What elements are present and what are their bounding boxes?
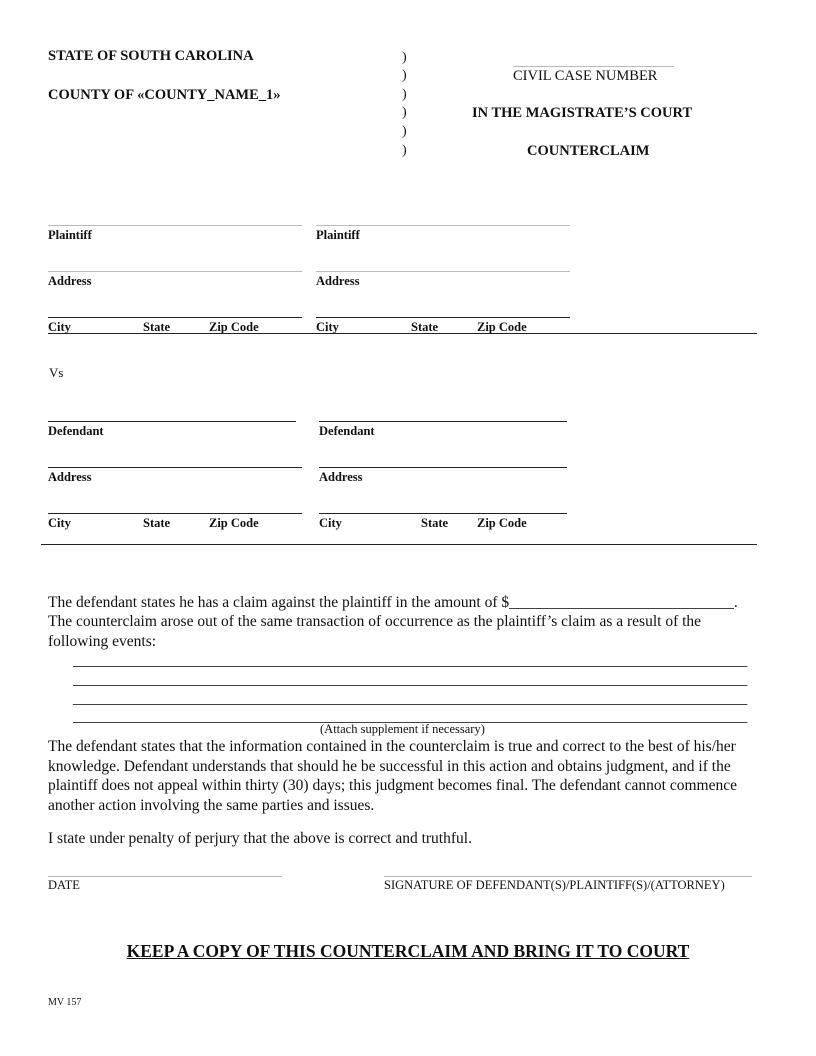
date-label: DATE xyxy=(48,878,80,892)
plaintiff-1-label: Plaintiff xyxy=(48,228,92,242)
defendant-2-label: Defendant xyxy=(319,424,375,438)
defendant-1-address-line[interactable] xyxy=(48,467,302,468)
form-code: MV 157 xyxy=(48,997,82,1008)
plaintiff-2-city-line[interactable] xyxy=(316,317,570,318)
defendant-2-address-line[interactable] xyxy=(319,467,567,468)
plaintiff-2-address-label: Address xyxy=(316,274,360,288)
plaintiff-2-zip-label: Zip Code xyxy=(477,320,527,334)
defendant-2-zip-label: Zip Code xyxy=(477,516,527,530)
plaintiff-2-label: Plaintiff xyxy=(316,228,360,242)
plaintiff-1-zip-label: Zip Code xyxy=(209,320,259,334)
defendant-2-city-label: City xyxy=(319,516,342,530)
signature-label: SIGNATURE OF DEFENDANT(S)/PLAINTIFF(S)/(ATTORNEY) xyxy=(384,878,725,892)
plaintiff-2-city-label: City xyxy=(316,320,339,334)
plaintiff-1-city-label: City xyxy=(48,320,71,334)
caption-paren: ) xyxy=(402,87,407,102)
defendant-2-state-label: State xyxy=(421,516,449,530)
keep-copy-notice: KEEP A COPY OF THIS COUNTERCLAIM AND BRING IT TO COURT xyxy=(126,941,690,961)
defendant-2-address-label: Address xyxy=(319,470,363,484)
plaintiff-1-name-line[interactable] xyxy=(48,225,302,226)
date-line[interactable] xyxy=(48,876,282,877)
plaintiff-2-address-line[interactable] xyxy=(316,271,570,272)
claim-amount-line xyxy=(48,593,768,613)
defendant-1-city-label: City xyxy=(48,516,71,530)
plaintiff-2-state-label: State xyxy=(411,320,439,334)
defendant-1-city-line[interactable] xyxy=(48,513,302,514)
defendant-1-name-line[interactable] xyxy=(48,421,296,422)
defendant-2-name-line[interactable] xyxy=(319,421,567,422)
perjury-statement: I state under penalty of perjury that the above is correct and truthful. xyxy=(48,830,472,847)
defendant-1-label: Defendant xyxy=(48,424,104,438)
events-line[interactable]: _______________________________________________________________________________________ xyxy=(73,690,748,707)
defendant-1-state-label: State xyxy=(143,516,171,530)
events-line[interactable]: _______________________________________________________________________________________ xyxy=(73,708,748,725)
defendant-statement: The defendant states that the information contained in the counterclaim is true and correct to the best of his/her knowledge. Defendant understands that should he be successful in this action and obtains judgment, and if the plaintiff does not appeal within thirty (30) days; this judgment becomes final. The defendant cannot commence another action involving the same parties and issues. xyxy=(48,738,737,814)
caption-paren: ) xyxy=(402,50,407,65)
events-line[interactable]: _______________________________________________________________________________________ xyxy=(73,671,748,688)
transaction-text: The counterclaim arose out of the same transaction of occurrence as the plaintiff’s claim as a result of the following events: xyxy=(48,613,702,650)
plaintiff-2-name-line[interactable] xyxy=(316,225,570,226)
versus-label: Vs xyxy=(49,365,64,380)
caption-paren: ) xyxy=(402,143,407,158)
caption-paren: ) xyxy=(402,68,407,83)
state-heading: STATE OF SOUTH CAROLINA xyxy=(48,48,254,64)
county-heading: COUNTY OF «COUNTY_NAME_1» xyxy=(48,87,281,103)
plaintiff-1-address-label: Address xyxy=(48,274,92,288)
defendant-2-city-line[interactable] xyxy=(319,513,567,514)
plaintiff-1-city-line[interactable] xyxy=(48,317,302,318)
defendant-1-address-label: Address xyxy=(48,470,92,484)
case-number-blank[interactable] xyxy=(513,66,674,67)
form-title: COUNTERCLAIM xyxy=(527,143,650,159)
plaintiff-1-state-label: State xyxy=(143,320,171,334)
defendant-1-zip-label: Zip Code xyxy=(209,516,259,530)
claim-amount-text: The defendant states he has a claim against the plaintiff in the amount of $ xyxy=(48,594,510,611)
section-divider xyxy=(48,333,757,334)
section-divider xyxy=(41,544,757,545)
court-heading: IN THE MAGISTRATE’S COURT xyxy=(472,105,693,121)
events-line[interactable]: _______________________________________________________________________________________ xyxy=(73,652,748,669)
case-number-label: CIVIL CASE NUMBER xyxy=(513,68,658,84)
caption-paren: ) xyxy=(402,124,407,139)
caption-paren: ) xyxy=(402,105,407,120)
supplement-note: (Attach supplement if necessary) xyxy=(320,722,485,736)
plaintiff-1-address-line[interactable] xyxy=(48,271,302,272)
claim-amount-blank[interactable]: _____________________________. xyxy=(509,594,738,611)
signature-line[interactable] xyxy=(384,876,752,877)
